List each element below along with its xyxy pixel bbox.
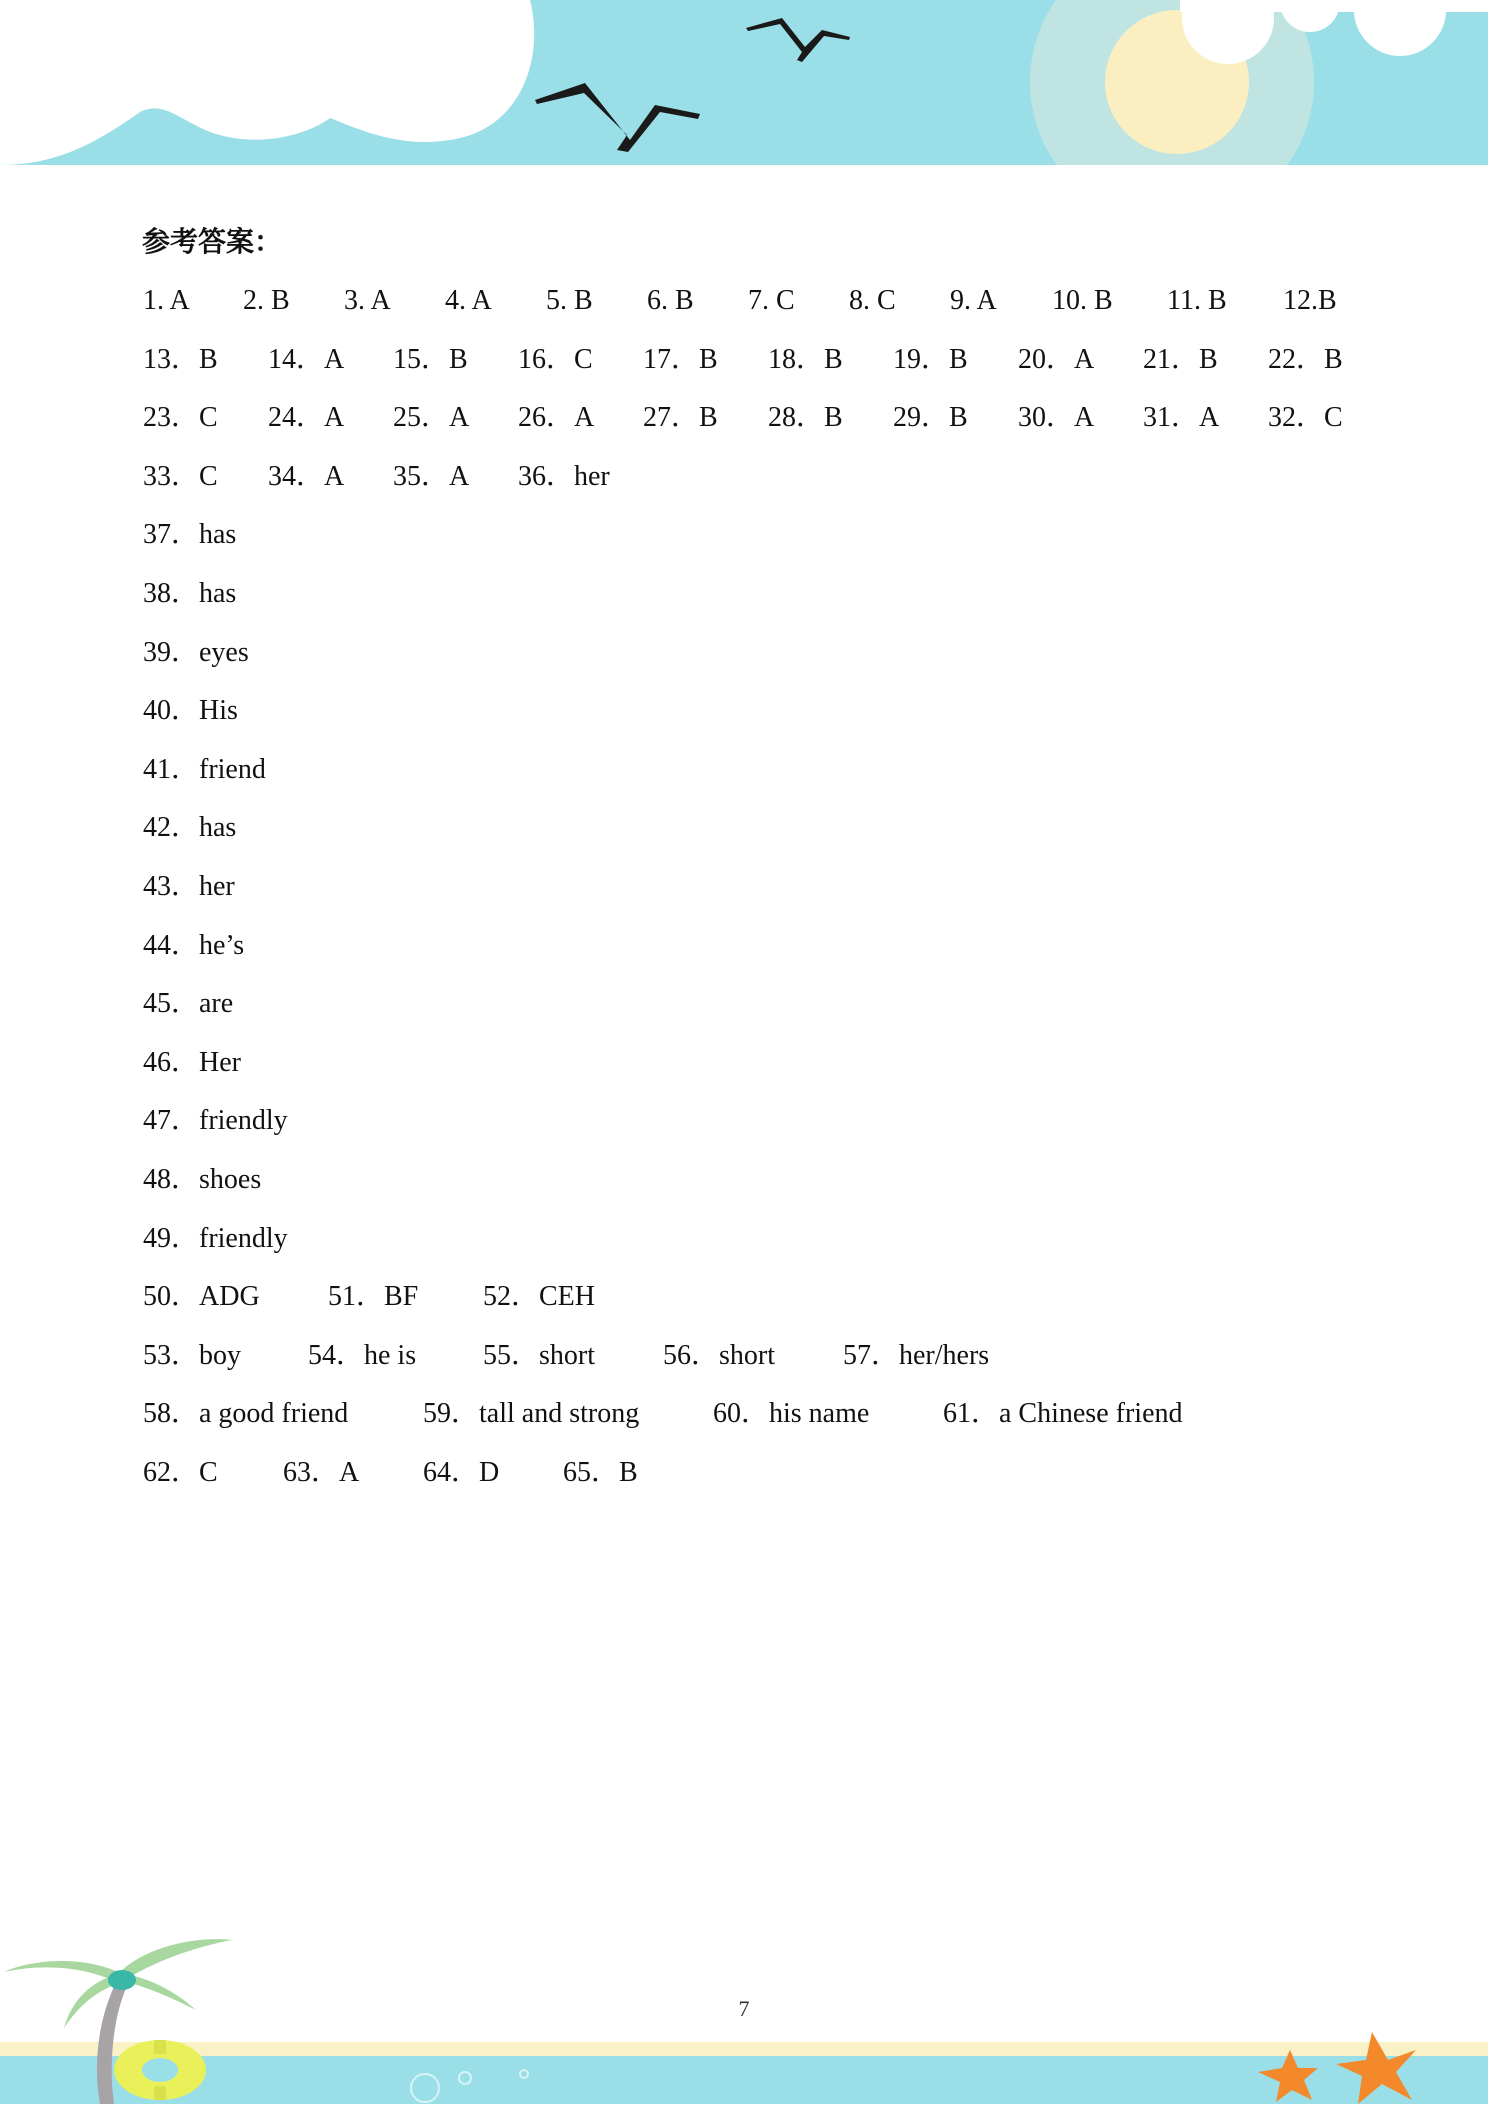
answer-item: 26．A: [518, 402, 595, 434]
answer-row-58-61: [143, 1391, 1363, 1450]
answer-item: 46．Her: [143, 1046, 241, 1078]
answer-row-33-36: [143, 454, 1363, 513]
answer-item: 24．A: [268, 402, 345, 434]
answer-item: 25．A: [393, 402, 470, 434]
answer-item: 60．his name: [713, 1398, 870, 1430]
answer-item: 23．C: [143, 402, 218, 434]
answer-item: 61．a Chinese friend: [943, 1398, 1183, 1430]
answer-item: 15．B: [393, 343, 468, 375]
answer-item: 7. C: [748, 285, 795, 316]
answer-item: 19．B: [893, 343, 968, 375]
answer-item: 54．he is: [308, 1339, 417, 1371]
answer-row-39: [143, 630, 1363, 689]
answer-row-49: [143, 1216, 1363, 1275]
answer-item: 59．tall and strong: [423, 1398, 640, 1430]
answer-item: 12.B: [1283, 285, 1337, 316]
answer-item: 13．B: [143, 343, 218, 375]
answer-item: 45．are: [143, 988, 234, 1020]
answer-item: 2. B: [243, 285, 290, 316]
answer-list: [143, 278, 1363, 1508]
answer-row-13-22: [143, 337, 1363, 396]
answer-item: 63．A: [283, 1456, 360, 1488]
answer-item: 11. B: [1167, 285, 1227, 316]
answer-item: 21．B: [1143, 343, 1218, 375]
sand-strip-shape: [0, 2042, 1488, 2056]
answer-row-23-32: [143, 395, 1363, 454]
answer-item: 47．friendly: [143, 1105, 288, 1137]
footer-beach-banner: [0, 1900, 1488, 2104]
answer-item: 5. B: [546, 285, 593, 316]
answer-item: 41．friend: [143, 753, 266, 785]
answer-item: 28．B: [768, 402, 843, 434]
answer-item: 29．B: [893, 402, 968, 434]
answer-row-37: [143, 512, 1363, 571]
answer-row-53-57: [143, 1333, 1363, 1392]
answer-item: 57．her/hers: [843, 1339, 990, 1371]
answer-item: 30．A: [1018, 402, 1095, 434]
answer-item: 32．C: [1268, 402, 1343, 434]
answer-item: 18．B: [768, 343, 843, 375]
answer-row-45: [143, 981, 1363, 1040]
answer-row-38: [143, 571, 1363, 630]
answer-item: 33．C: [143, 460, 218, 492]
answer-row-43: [143, 864, 1363, 923]
answer-row-48: [143, 1157, 1363, 1216]
answer-row-62-65: [143, 1450, 1363, 1509]
answer-item: 14．A: [268, 343, 345, 375]
answer-key-title: 参考答案：: [142, 225, 283, 258]
answer-item: 34．A: [268, 460, 345, 492]
answer-item: 40．His: [143, 695, 238, 727]
answer-row-47: [143, 1098, 1363, 1157]
answer-row-41: [143, 747, 1363, 806]
answer-item: 62．C: [143, 1456, 218, 1488]
answer-item: 16．C: [518, 343, 593, 375]
answer-item: 44．he’s: [143, 929, 245, 961]
answer-item: 38．has: [143, 577, 237, 609]
answer-row-42: [143, 805, 1363, 864]
water-shape: [0, 2056, 1488, 2104]
answer-item: 20．A: [1018, 343, 1095, 375]
page-number: 7: [738, 1996, 750, 2021]
answer-item: 50．ADG: [143, 1281, 260, 1313]
answer-item: 49．friendly: [143, 1222, 288, 1254]
answer-item: 51．BF: [328, 1281, 419, 1313]
answer-row-46: [143, 1040, 1363, 1099]
answer-row-50-52: [143, 1274, 1363, 1333]
answer-item: 35．A: [393, 460, 470, 492]
answer-item: 6. B: [647, 285, 694, 316]
coconut-shape: [108, 1970, 136, 1990]
answer-item: 43．her: [143, 870, 235, 902]
answer-item: 37．has: [143, 519, 237, 551]
answer-item: 48．shoes: [143, 1163, 262, 1195]
answer-row-1-12: [143, 278, 1363, 337]
answer-item: 53．boy: [143, 1339, 242, 1371]
answer-item: 3. A: [344, 285, 391, 316]
answer-item: 31．A: [1143, 402, 1220, 434]
answer-item: 52．CEH: [483, 1281, 596, 1313]
answer-item: 4. A: [445, 285, 492, 316]
answer-item: 65．B: [563, 1456, 638, 1488]
answer-item: 36．her: [518, 460, 610, 492]
answer-item: 56．short: [663, 1339, 776, 1371]
answer-item: 39．eyes: [143, 636, 249, 668]
answer-row-40: [143, 688, 1363, 747]
answer-item: 22．B: [1268, 343, 1343, 375]
answer-item: 64．D: [423, 1456, 500, 1488]
answer-item: 55．short: [483, 1339, 596, 1371]
answer-item: 1. A: [143, 285, 190, 316]
answer-item: 42．has: [143, 812, 237, 844]
answer-item: 17．B: [643, 343, 718, 375]
answer-item: 27．B: [643, 402, 718, 434]
answer-item: 9. A: [950, 285, 997, 316]
answer-item: 58．a good friend: [143, 1398, 349, 1430]
answer-row-44: [143, 923, 1363, 982]
answer-item: 8. C: [849, 285, 896, 316]
header-sky-banner: [0, 0, 1488, 165]
palm-leaf-shape: [4, 1961, 118, 1980]
answer-item: 10. B: [1052, 285, 1113, 316]
